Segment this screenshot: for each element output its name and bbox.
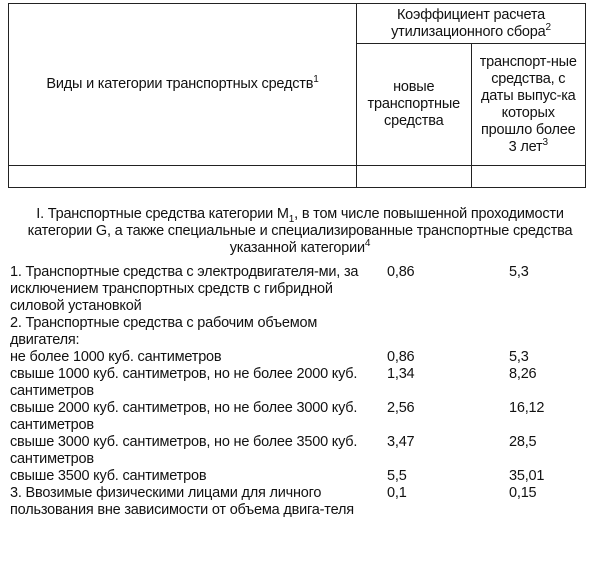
header-vehicle-types-label: Виды и категории транспортных средств <box>46 76 314 92</box>
list-item <box>10 485 590 519</box>
header-new-vehicles <box>357 44 472 166</box>
row-old-coef: 5,3 <box>509 349 529 365</box>
header-coefficient-label: Коэффициент расчета утилизационного сбора <box>391 6 546 40</box>
row-description: свыше 3000 куб. сантиметров, но не более 3500 куб. сантиметров <box>10 434 358 467</box>
row-new-coef: 3,47 <box>387 434 415 450</box>
list-item <box>10 349 590 366</box>
list-item <box>10 264 590 315</box>
header-vehicle-types <box>9 4 357 166</box>
row-description: свыше 1000 куб. сантиметров, но не более 2000 куб. сантиметров <box>10 366 358 399</box>
footnote-ref-2: 2 <box>545 21 551 33</box>
header-older-vehicles-label: транспорт-ные средства, с даты выпус-ка которых прошло более 3 лет <box>479 53 577 155</box>
footnote-ref-4: 4 <box>364 238 371 250</box>
row-new-coef: 1,34 <box>387 366 415 382</box>
list-item <box>10 400 590 434</box>
row-new-coef: 0,86 <box>387 264 415 280</box>
column-number-cell <box>357 166 472 188</box>
row-new-coef: 0,86 <box>387 349 415 365</box>
row-old-coef: 0,15 <box>509 485 537 501</box>
row-description: 1. Транспортные средства с электродвигателя-ми, за исключением транспортных средств с гибридной силовой установкой <box>10 264 359 314</box>
header-older-vehicles <box>471 44 586 166</box>
row-description: свыше 2000 куб. сантиметров, но не более 3000 куб. сантиметров <box>10 400 358 433</box>
coefficient-list <box>10 264 590 519</box>
header-new-vehicles-label: новые транспортные средства <box>367 79 460 129</box>
row-old-coef: 8,26 <box>509 366 537 382</box>
section-heading-text-a: I. Транспортные средства категории М <box>36 206 289 222</box>
header-coefficient <box>357 4 586 44</box>
row-description: 3. Ввозимые физическими лицами для личного пользования вне зависимости от объема двига-теля <box>10 485 354 518</box>
list-item <box>10 315 590 349</box>
header-table <box>8 3 586 188</box>
category-subscript: 1 <box>288 213 295 225</box>
row-new-coef: 5,5 <box>387 468 407 484</box>
row-old-coef: 16,12 <box>509 400 545 416</box>
row-old-coef <box>509 315 589 349</box>
row-description: не более 1000 куб. сантиметров <box>10 349 222 365</box>
row-old-coef: 35,01 <box>509 468 545 484</box>
list-item <box>10 366 590 400</box>
column-number-cell <box>471 166 586 188</box>
footnote-ref-1: 1 <box>313 74 319 86</box>
footnote-ref-3: 3 <box>542 136 548 148</box>
row-new-coef <box>387 315 509 349</box>
list-item <box>10 468 590 485</box>
row-old-coef: 5,3 <box>509 264 529 280</box>
row-old-coef: 28,5 <box>509 434 537 450</box>
row-new-coef: 0,1 <box>387 485 407 501</box>
column-number-cell <box>9 166 357 188</box>
row-new-coef: 2,56 <box>387 400 415 416</box>
section-heading <box>10 206 590 257</box>
row-description: свыше 3500 куб. сантиметров <box>10 468 207 484</box>
row-description: 2. Транспортные средства с рабочим объемом двигателя: <box>10 315 318 348</box>
list-item <box>10 434 590 468</box>
section-heading-text-b: , в том числе повышенной проходимости категории G, а также специальные и специализированные транспортные средства указанной категории <box>27 206 573 256</box>
